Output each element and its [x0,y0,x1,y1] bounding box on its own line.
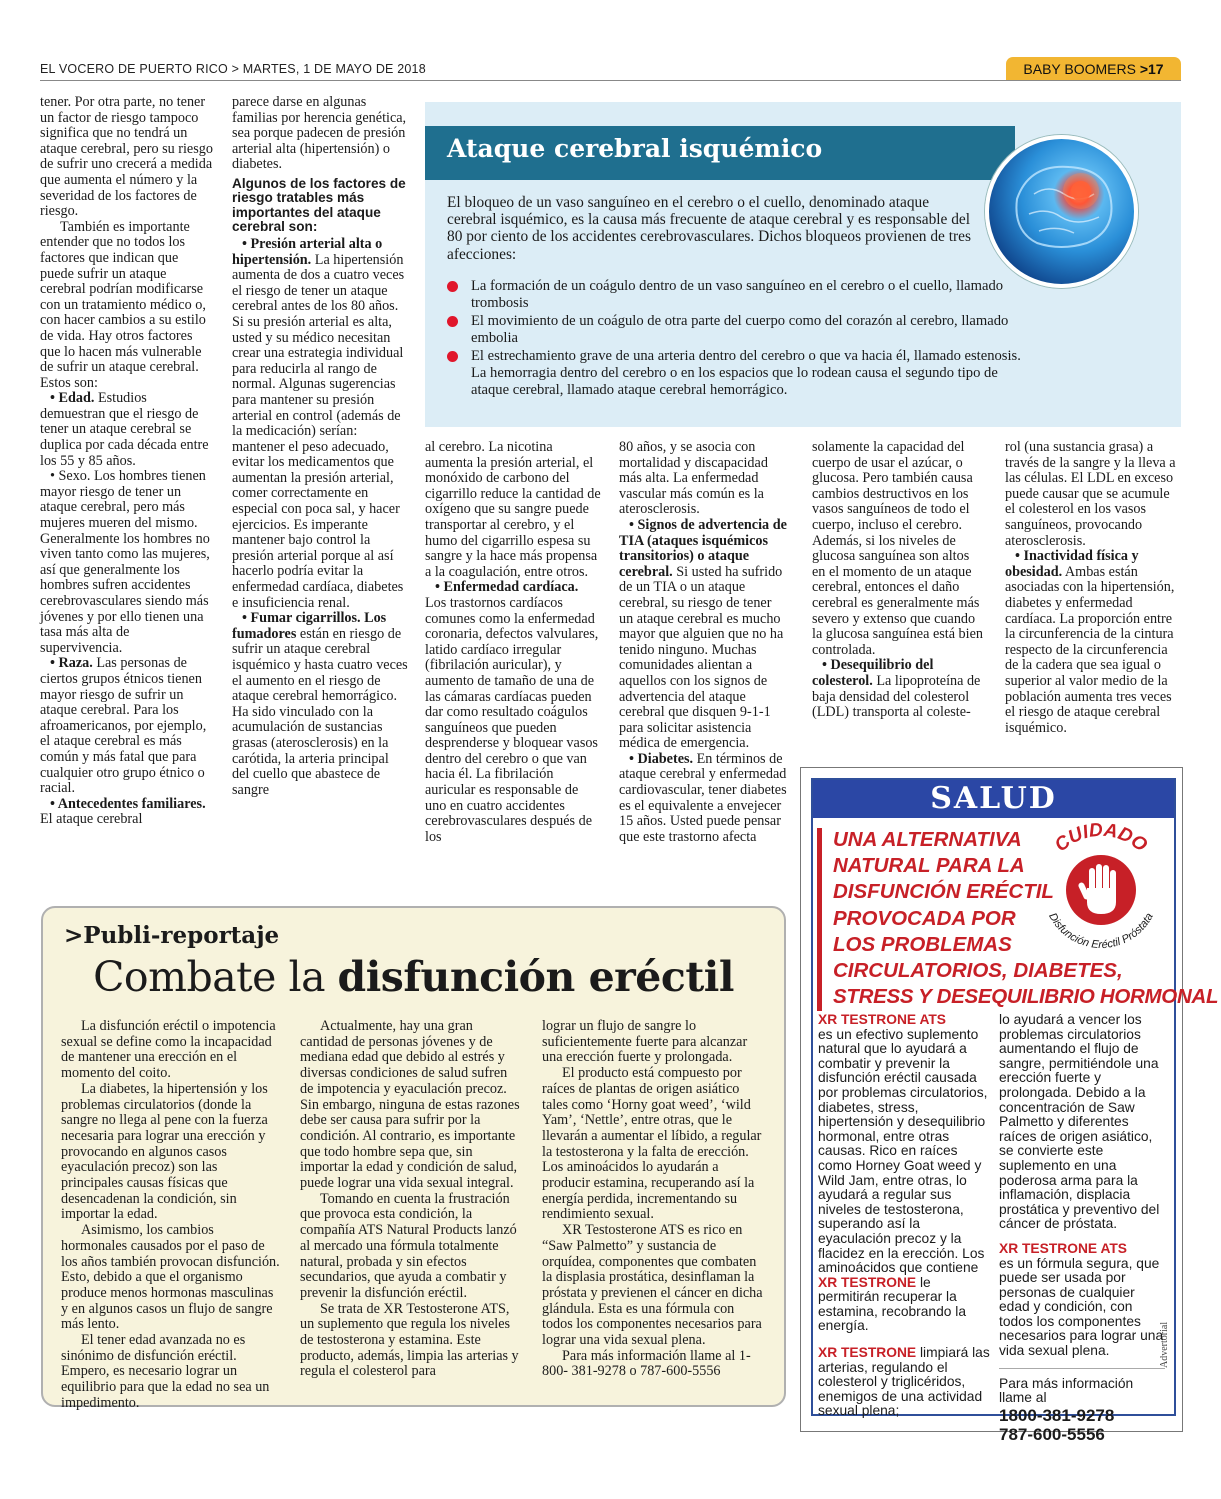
publi-column-1 [61,1019,283,1412]
col4-para: 80 años, y se asocia con mortalidad y discapacidad más alta. La enfermedad vascular más común es la aterosclerosis. [619,439,768,518]
col1-item: • Antecedentes familiares. El ataque cerebral [40,795,206,828]
brain-illustration [985,135,1138,288]
article-column-4 [619,440,789,845]
seal-bottom-text: Disfunción Eréctil Próstata [1046,911,1156,950]
stroke-intro: El bloqueo de un vaso sanguíneo en el cerebro o el cuello, denominado ataque cerebral isquémico, es la causa más frecuente de ataque cerebral y es responsable del 80 por ciento de los accidentes cerebrovasculares. Dichos bloqueos provienen de tres afecciones: [447,194,971,263]
page-header-dateline: EL VOCERO DE PUERTO RICO > MARTES, 1 DE MAYO DE 2018 [40,62,426,76]
salud-headline: UNA ALTERNATIVA NATURAL PARA LA DISFUNCIÓN ERÉCTIL PROVOCADA POR LOS PROBLEMAS CIRCULATORIOS, DIABETES, STRESS Y DESEQUILIBRIO HORMONAL [833,828,1219,1009]
brand-name: XR TESTRONE ATS [818,1012,947,1027]
publi-para: El producto está compuesto por raíces de plantas de origen asiático tales como ‘Horny goat weed’, ‘wild Yam’, ‘Nettle’, entre otras, que le llevarán a aumentar el líbido, a regular la testosterona y la falta de erección. Los aminoácidos lo ayudarán a producir estamina, recuperando así la energía perdida, incrementando su rendimiento sexual. [542,1065,762,1223]
stroke-bullet: El estrechamiento grave de una arteria dentro del cerebro o que va hacia él, llamado estenosis. La hemorragia dentro del cerebro o en los espacios que lo rodean causa el segundo tipo de ataque cerebral, llamado ataque cerebral hemorrágico. [447,348,1027,399]
col5-item: • Desequilibrio del colesterol. La lipoproteína de baja densidad del colesterol (LDL) transporta al coleste- [812,657,981,721]
publi-para: Actualmente, hay una gran cantidad de personas jóvenes y de mediana edad que debido al estrés y diversas condiciones de salud sufren de impotencia y eyaculación precoz. Sin embargo, ninguna de estas razones debe ser causa para sufrir por la condición. Al contrario, es importante que todo hombre sepa que, sin importar la edad y condición de salud, puede lograr una vida sexual integral. [300,1018,520,1192]
stroke-bullet: El movimiento de un coágulo de otra parte del cuerpo como del corazón al cerebro, llamado embolia [447,313,1027,347]
col2-item: • Fumar cigarrillos. Los fumadores están en riesgo de sufrir un ataque cerebral isquémico y hasta cuatro veces el aumento en el riesgo de ataque cerebral hemorrágico. Ha sido vinculado con la acumulación de sustancias grasas (aterosclerosis) en la carótida, la arteria principal del cuello que abastece de sangre [232,610,408,798]
phone-number: 787-600-5556 [999,1424,1105,1444]
col1-para: También es importante entender que no todos los factores que indican que puede sufrir un ataque cerebral podrían modificarse con un tratamiento médico o, con hacer cambios a su estilo de vida. Hay otros factores que lo hacen más vulnerable de sufrir un ataque cerebral. Estos son: [40,218,206,391]
publi-para: Se trata de XR Testosterone ATS, un suplemento que regula los niveles de testosterona y estamina. Este producto, además, limpia las arterias y regula el colesterol para [300,1300,519,1380]
brand-name: XR TESTRONE ATS [999,1240,1128,1256]
seal-top-text: CUIDADO [1050,820,1152,857]
col2-item: • Presión arterial alta o hipertensión. La hipertensión aumenta de dos a cuatro veces el riesgo de tener un ataque cerebral antes de los 80 años. Si su presión arterial es alta, usted y su médico necesitan crear una estrategia individual para reducirla al rango de normal. Algunas sugerencias para mantener su presión arterial en control (además de la medicación) serían: mantener el peso adecuado, evitar los medicamentos que aumentan la presión arterial, comer correctamente en especial con poca sal, y hacer ejercicios. Es imperante mantener bajo control la presión arterial porque al así hacerlo podría evitar la enfermedad cardíaca, diabetes e insuficiencia renal. [232,235,405,611]
brain-icon [989,139,1134,284]
section-tab [1006,57,1181,81]
publi-para: El tener edad avanzada no es sinónimo de disfunción eréctil. Empero, es necesario lograr un equilibrio para que la edad no sea un impedimento. [61,1332,270,1411]
col3-para: al cerebro. La nicotina aumenta la presión arterial, el monóxido de carbono del cigarrillo reduce la cantidad de oxígeno que su sangre puede transportar al cerebro, y el humo del cigarrillo espesa su sangre y la hace más propensa a la coagulación, entre otros. [425,439,601,580]
col4-item: • Diabetes. En términos de ataque cerebral y enfermedad cardiovascular, tener diabetes es el equivalente a envejecer 15 años. Usted puede pensar que este trastorno afecta [619,750,787,845]
article-column-6 [1005,440,1181,736]
col5-para: solamente la capacidad del cuerpo de usar el azúcar, o glucosa. Pero también causa cambios destructivos en los vasos sanguíneos de todo el cuerpo, incluso el cerebro. Además, si los niveles de glucosa sanguínea son altos en el momento de un ataque cerebral, entonces el daño cerebral es generalmente más severo y extenso que cuando la glucosa sanguínea está bien controlada. [812,439,983,658]
col1-item: • Sexo. Los hombres tienen mayor riesgo de tener un ataque cerebral, pero más mujeres mueren del mismo. Generalmente los hombres no viven tanto como las mujeres, así que generalmente los hombres sufren accidentes cerebrovasculares siendo más jóvenes y por ello tienen una tasa más alta de supervivencia. [40,468,210,656]
col4-item: • Signos de advertencia de TIA (ataques isquémicos transitorios) o ataque cerebral. Si usted ha sufrido de un TIA o un ataque cerebral, su riesgo de tener un ataque cerebral es mucho mayor que alguien que no ha tenido ninguno. Muchas comunidades alientan a aquellos con los signos de advertencia del ataque cerebral que disquen 9-1-1 para solicitar asistencia médica de emergencia. [619,516,787,752]
col2-intro: parece darse en algunas familias por herencia genética, sea porque padecen de presión arterial alta (hipertensión) o diabetes. [232,94,407,173]
publi-contact: Para más información llame al 1-800- 381-9278 o 787-600-5556 [542,1347,751,1380]
article-column-1 [40,95,213,828]
salud-right-text-2: es un fórmula segura, que puede ser usada por personas de cualquier edad y condición, con todos los componentes necesarios para lograr una vida sexual plena. [999,1255,1164,1359]
col6-item: • Inactividad física y obesidad. Ambas están asociadas con la hipertensión, diabetes y enfermedad cardíaca. La proporción entre la circunferencia de la cintura respecto de la circunferencia de la cadera que sea igual o superior al valor medio de la población aumenta tres veces el riesgo de ataque cerebral isquémico. [1005,548,1175,736]
col1-para: tener. Por otra parte, no tener un factor de riesgo tampoco significa que no tendrá un ataque cerebral, pero su riesgo de sufrir uno crecerá a medida que aumenta el número y la severidad de los factores de riesgo. [40,94,213,220]
article-column-2 [232,95,408,798]
page-number: >17 [1139,61,1164,77]
cuidado-seal [1023,820,1173,950]
salud-left-column [818,1013,990,1419]
header-divider [40,80,1181,81]
section-name: BABY BOOMERS [1023,61,1140,77]
article-column-5 [812,440,985,721]
col6-para: rol (una sustancia grasa) a través de la sangre y la lleva a las células. El LDL en exceso puede causar que se acumule el colesterol en los vasos sanguíneos, provocando aterosclerosis. [1005,439,1176,549]
publi-kicker: >Publi-reportaje [64,922,280,949]
publi-column-2 [300,1019,522,1380]
stroke-bullet: La formación de un coágulo dentro de un vaso sanguíneo en el cerebro o el cuello, llamado trombosis [447,278,1027,312]
article-column-3 [425,440,602,845]
publi-column-3 [542,1019,764,1380]
salud-left-text-2: XR TESTRONE le permitirán recuperar la estamina, recobrando la energía. [818,1274,967,1334]
publi-para: La disfunción eréctil o impotencia sexual se define como la incapacidad de mantener una erección en el momento del coito. [61,1018,276,1082]
salud-info: Para más información llame al [999,1375,1134,1406]
salud-right-text: lo ayudará a vencer los problemas circulatorios aumentando el flujo de sangre, permitiéndole una erección fuerte y prolongada. Debido a la concentración de Saw Palmetto y diferentes raíces de origen asiático, se convierte este suplemento en una poderosa arma para la inflamación, displacia prostática y preventivo del cáncer de próstata. [999,1012,1160,1232]
phone-number: 1800-381-9278 [999,1405,1115,1425]
salud-right-column [999,1013,1165,1444]
publi-para: Asimismo, los cambios hormonales causados por el paso de los años también provocan disfunción. Esto, debido a que el organismo produce menos hormonas masculinas y en algunos casos un flujo de sangre más lento. [61,1222,280,1333]
publi-para: Tomando en cuenta la frustración que provoca esta condición, la compañía ATS Natural Products lanzó al mercado una fórmula totalmente natural, probada y sin efectos secundarios, que ayuda a combatir y prevenir la disfunción eréctil. [300,1190,517,1301]
stroke-title: Ataque cerebral isquémico [447,134,823,163]
publi-para: lograr un flujo de sangre lo suficientemente fuerte para alcanzar una erección fuerte y prolongada. [542,1018,748,1066]
col2-subhead: Algunos de los factores de riesgo tratables más importantes del ataque cerebral son: [232,175,406,235]
col1-item: • Raza. Las personas de ciertos grupos étnicos tienen mayor riesgo de sufrir un ataque cerebral. Para los afroamericanos, por ejemplo, el ataque cerebral es más común y más fatal que para cualquier otro grupo étnico o racial. [40,655,207,797]
publi-headline: Combate la disfunción eréctil [93,953,734,1001]
stroke-bullet-list [447,278,1027,400]
salud-title: SALUD [930,781,1057,816]
col1-item: • Edad. Estudios demuestran que el riesgo de tener un ataque cerebral se duplica por cada década entre los 55 y 85 años. [40,390,209,469]
salud-left-text-3: XR TESTRONE limpiará las arterias, regulando el colesterol y triglicéridos, enemigos de una actividad sexual plena; [818,1345,990,1419]
publi-para: XR Testosterone ATS es rico en “Saw Palmetto” y sustancia de orquídea, componentes que combaten la displasia prostática, desinflaman la próstata y previenen el cáncer en dicha glándula. Esta es una fórmula con todos los componentes necesarios para lograr una vida sexual plena. [542,1222,763,1349]
bullet-dot-icon [447,316,458,327]
headline-accent-bar [817,828,822,1011]
col3-item: • Enfermedad cardíaca. Los trastornos cardíacos comunes como la enfermedad coronaria, defectos valvulares, latido cardíaco irregular (fibrilación auricular), y aumento de tamaño de una de las cámaras cardíacas pueden dar como resultado coágulos sanguíneos que pueden desprenderse y bloquear vasos dentro del cerebro o que van hacia él. La fibrilación auricular es responsable de uno en cuatro accidentes cerebrovasculares después de los [425,579,599,845]
advertorial-label: Advertorial [1159,1321,1170,1368]
publi-para: La diabetes, la hipertensión y los problemas circulatorios (donde la sangre no llega al pene con la fuerza necesaria para lograr una erección y provocando en algunos casos eyaculación precoz) son las principales causas físicas que desencadenan la condición, sin importar la edad. [61,1080,268,1223]
bullet-dot-icon [447,281,458,292]
bullet-dot-icon [447,351,458,362]
salud-left-text: es un efectivo suplemento natural que lo ayudará a combatir y prevenir la disfunción eréctil causada por problemas circulatorios, diabetes, stress, hipertensión y desequilibrio hormonal, entre otras causas. Rico en raíces como Horney Goat weed y Wild Jam, entre otras, lo ayudará a regular sus niveles de testosterona, superando así la eyaculación precoz y la flacidez en la erección. Los aminoácidos que contiene [818,1026,988,1276]
